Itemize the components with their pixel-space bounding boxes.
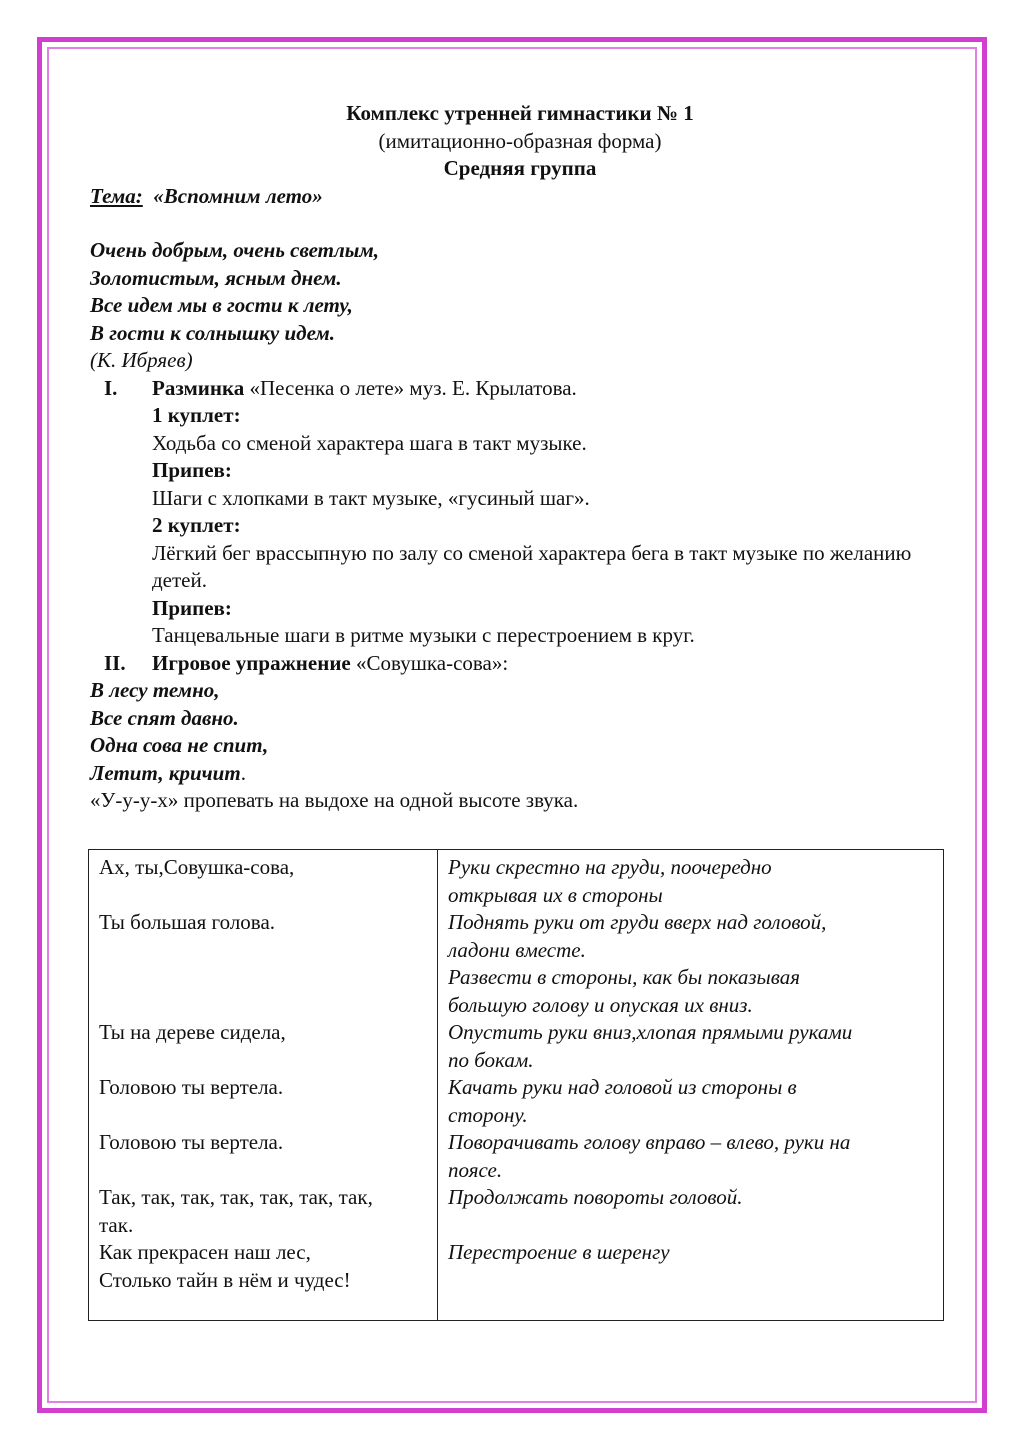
section-heading: Игровое упражнение bbox=[152, 650, 351, 675]
rhyme-line-last bbox=[90, 760, 950, 788]
lyrics-line: Столько тайн в нём и чудес! bbox=[99, 1267, 351, 1292]
lyrics-line bbox=[99, 1047, 429, 1075]
poem-line: Золотистым, ясным днем. bbox=[90, 265, 342, 290]
section-heading: Разминка bbox=[152, 375, 245, 400]
verse-text: Лёгкий бег врассыпную по залу со сменой характера бега в такт музыке по желанию детей. bbox=[152, 540, 912, 592]
verse-text: Шаги с хлопками в такт музыке, «гусиный шаг». bbox=[152, 485, 590, 510]
lyrics-line bbox=[99, 1102, 429, 1130]
movement-line: поясе. bbox=[448, 1157, 503, 1182]
lyrics-line bbox=[99, 992, 429, 1020]
rhyme-line: Одна сова не спит, bbox=[90, 733, 269, 757]
theme-label: Тема: bbox=[90, 183, 143, 208]
lyrics-line: так. bbox=[99, 1212, 134, 1237]
movement-line: по бокам. bbox=[448, 1047, 534, 1072]
poem-line: Очень добрым, очень светлым, bbox=[90, 238, 379, 262]
poem-line: Все идем мы в гости к лету, bbox=[90, 293, 353, 317]
lyrics-line bbox=[99, 937, 429, 965]
theme-value: «Вспомним лето» bbox=[153, 183, 323, 208]
theme-line bbox=[90, 183, 950, 211]
rhyme-line: Все спят давно. bbox=[90, 705, 239, 730]
movement-line: Руки скрестно на груди, поочередно bbox=[448, 855, 772, 879]
section-number: I. bbox=[104, 375, 118, 400]
lyrics-cell bbox=[89, 850, 438, 1321]
movement-line bbox=[448, 1267, 935, 1295]
verse-label: Припев: bbox=[152, 595, 232, 620]
verse-label: 1 куплет: bbox=[152, 403, 241, 427]
table-row bbox=[89, 850, 944, 1321]
movement-line: большую голову и опуская их вниз. bbox=[448, 992, 753, 1017]
lyrics-line bbox=[99, 964, 429, 992]
rhyme-line: В лесу темно, bbox=[90, 678, 220, 702]
song-table bbox=[88, 849, 944, 1321]
lyrics-line: Так, так, так, так, так, так, так, bbox=[99, 1185, 373, 1209]
section-warmup bbox=[90, 375, 950, 403]
verse-text: Танцевальные шаги в ритме музыки с перестроением в круг. bbox=[152, 623, 695, 647]
rhyme-end: . bbox=[240, 760, 246, 785]
document-subtitle: (имитационно-образная форма) bbox=[378, 128, 662, 153]
verse-label: 2 куплет: bbox=[152, 513, 241, 537]
verse-label: Припев: bbox=[152, 458, 232, 482]
movements-cell bbox=[438, 850, 944, 1321]
lyrics-line: Головою ты вертела. bbox=[99, 1075, 284, 1099]
lyrics-line: Головою ты вертела. bbox=[99, 1130, 284, 1154]
movement-line: сторону. bbox=[448, 1102, 528, 1127]
movement-line: Поворачивать голову вправо – влево, руки на bbox=[448, 1130, 851, 1154]
lyrics-line: Ах, ты,Совушка-сова, bbox=[99, 855, 295, 879]
poem-author: (К. Ибряев) bbox=[90, 348, 193, 372]
movement-line: Опустить руки вниз,хлопая прямыми руками bbox=[448, 1020, 853, 1044]
rhyme-line: Летит, кричит bbox=[90, 760, 241, 785]
movement-line: открывая их в стороны bbox=[448, 882, 663, 907]
movement-line: ладони вместе. bbox=[448, 937, 586, 962]
verse-text: Ходьба со сменой характера шага в такт музыке. bbox=[152, 430, 587, 455]
document-title: Комплекс утренней гимнастики № 1 bbox=[346, 101, 694, 125]
poem-line: В гости к солнышку идем. bbox=[90, 320, 336, 345]
section-game bbox=[90, 650, 950, 678]
lyrics-line: Ты на дереве сидела, bbox=[99, 1020, 286, 1044]
section-text: «Песенка о лете» муз. Е. Крылатова. bbox=[244, 375, 577, 400]
movement-line: Перестроение в шеренгу bbox=[448, 1240, 670, 1264]
singing-note: «У-у-у-х» пропевать на выдохе на одной высоте звука. bbox=[90, 788, 579, 812]
lyrics-line bbox=[99, 1157, 429, 1185]
group-heading: Средняя группа bbox=[443, 156, 597, 180]
lyrics-line: Ты большая голова. bbox=[99, 910, 276, 934]
movement-line: Поднять руки от груди вверх над головой, bbox=[448, 910, 827, 934]
movement-line: Качать руки над головой из стороны в bbox=[448, 1075, 797, 1099]
lyrics-line: Как прекрасен наш лес, bbox=[99, 1240, 311, 1264]
movement-line: Развести в стороны, как бы показывая bbox=[448, 965, 800, 989]
movement-line bbox=[448, 1212, 935, 1240]
movement-line: Продолжать повороты головой. bbox=[448, 1185, 743, 1209]
section-text: «Совушка-сова»: bbox=[350, 650, 509, 675]
lyrics-line bbox=[99, 882, 429, 910]
section-number: II. bbox=[104, 650, 126, 675]
document-page bbox=[90, 100, 950, 815]
